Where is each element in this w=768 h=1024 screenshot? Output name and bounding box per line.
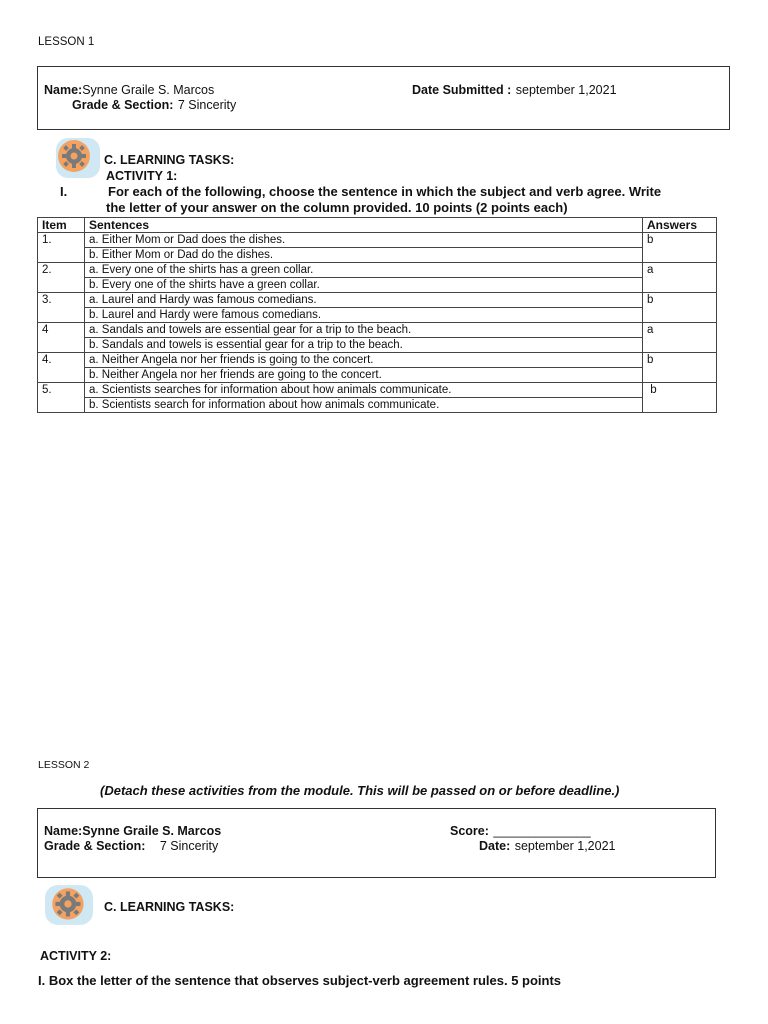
grade-section-label: Grade & Section:	[44, 839, 146, 853]
activity-1-title: ACTIVITY 1:	[106, 169, 178, 183]
lesson-1-info-box	[37, 66, 730, 130]
name-label: Name:	[44, 83, 83, 97]
header-sentences: Sentences	[85, 218, 643, 233]
instruction-line-1: For each of the following, choose the sentence in which the subject and verb agree. Write	[108, 184, 662, 199]
lesson-1-date-line	[412, 81, 617, 99]
table-header-row	[38, 218, 717, 233]
table-row	[38, 278, 717, 293]
item-number: 3.	[38, 293, 85, 323]
answer-cell: b	[643, 353, 717, 383]
sentence-b: b. Sandals and towels is essential gear for a trip to the beach.	[85, 338, 643, 353]
name-value: Synne Graile S. Marcos	[82, 824, 222, 838]
sentence-a: a. Neither Angela nor her friends is going to the concert.	[85, 353, 643, 368]
date-submitted-value: september 1,2021	[515, 83, 617, 97]
table-row	[38, 248, 717, 263]
table-row	[38, 233, 717, 248]
sentence-a: a. Either Mom or Dad does the dishes.	[85, 233, 643, 248]
item-number: 4	[38, 323, 85, 353]
sentence-b: b. Scientists search for information about how animals communicate.	[85, 398, 643, 413]
date-value: september 1,2021	[514, 839, 616, 853]
score-label: Score:	[450, 824, 489, 838]
activity-2-instruction: I. Box the letter of the sentence that observes subject-verb agreement rules. 5 points	[38, 973, 562, 988]
lesson-2-label: LESSON 2	[38, 759, 90, 771]
lesson-2-info-box	[37, 808, 716, 878]
grade-section-value: 7 Sincerity	[159, 839, 219, 853]
activity-2-title: ACTIVITY 2:	[40, 949, 112, 963]
sentence-b: b. Laurel and Hardy were famous comedians.	[85, 308, 643, 323]
table-row	[38, 323, 717, 338]
instruction-number: I.	[60, 184, 68, 199]
item-number: 1.	[38, 233, 85, 263]
instruction-line-2: the letter of your answer on the column provided. 10 points (2 points each)	[106, 200, 568, 215]
answer-cell: b	[643, 383, 717, 413]
item-number: 5.	[38, 383, 85, 413]
sentence-b: b. Neither Angela nor her friends are going to the concert.	[85, 368, 643, 383]
grade-section-label: Grade & Section:	[72, 98, 174, 112]
sentence-b: b. Every one of the shirts have a green collar.	[85, 278, 643, 293]
lesson-1-grade-line	[72, 96, 236, 114]
item-number: 4.	[38, 353, 85, 383]
table-row	[38, 263, 717, 278]
lesson-2-task-title: C. LEARNING TASKS:	[104, 900, 235, 914]
name-value: Synne Graile S. Marcos	[82, 83, 215, 97]
sentence-a: a. Every one of the shirts has a green collar.	[85, 263, 643, 278]
detach-note: (Detach these activities from the module. This will be passed on or before deadline.)	[100, 783, 620, 798]
table-row	[38, 368, 717, 383]
sentence-a: a. Sandals and towels are essential gear for a trip to the beach.	[85, 323, 643, 338]
table-row	[38, 293, 717, 308]
gear-icon	[52, 136, 102, 182]
table-row	[38, 398, 717, 413]
name-label: Name:	[44, 824, 83, 838]
answer-cell: b	[643, 233, 717, 263]
lesson-1-label: LESSON 1	[38, 36, 95, 48]
table-row	[38, 338, 717, 353]
table-row	[38, 353, 717, 368]
sentence-a: a. Scientists searches for information about how animals communicate.	[85, 383, 643, 398]
answer-cell: b	[643, 293, 717, 323]
lesson-1-task-title: C. LEARNING TASKS:	[104, 153, 235, 167]
gear-icon	[40, 881, 98, 929]
date-submitted-label: Date Submitted :	[412, 83, 512, 97]
activity-1-table	[37, 217, 717, 413]
item-number: 2.	[38, 263, 85, 293]
table-row	[38, 308, 717, 323]
score-blank: ______________	[493, 824, 591, 838]
header-answers: Answers	[643, 218, 717, 233]
sentence-b: b. Either Mom or Dad do the dishes.	[85, 248, 643, 263]
sentence-a: a. Laurel and Hardy was famous comedians.	[85, 293, 643, 308]
lesson-2-date-line	[479, 837, 615, 855]
answer-cell: a	[643, 323, 717, 353]
grade-section-value: 7 Sincerity	[177, 98, 237, 112]
lesson-2-grade-line	[44, 837, 218, 855]
header-item: Item	[38, 218, 85, 233]
answer-cell: a	[643, 263, 717, 293]
date-label: Date:	[479, 839, 511, 853]
table-row	[38, 383, 717, 398]
